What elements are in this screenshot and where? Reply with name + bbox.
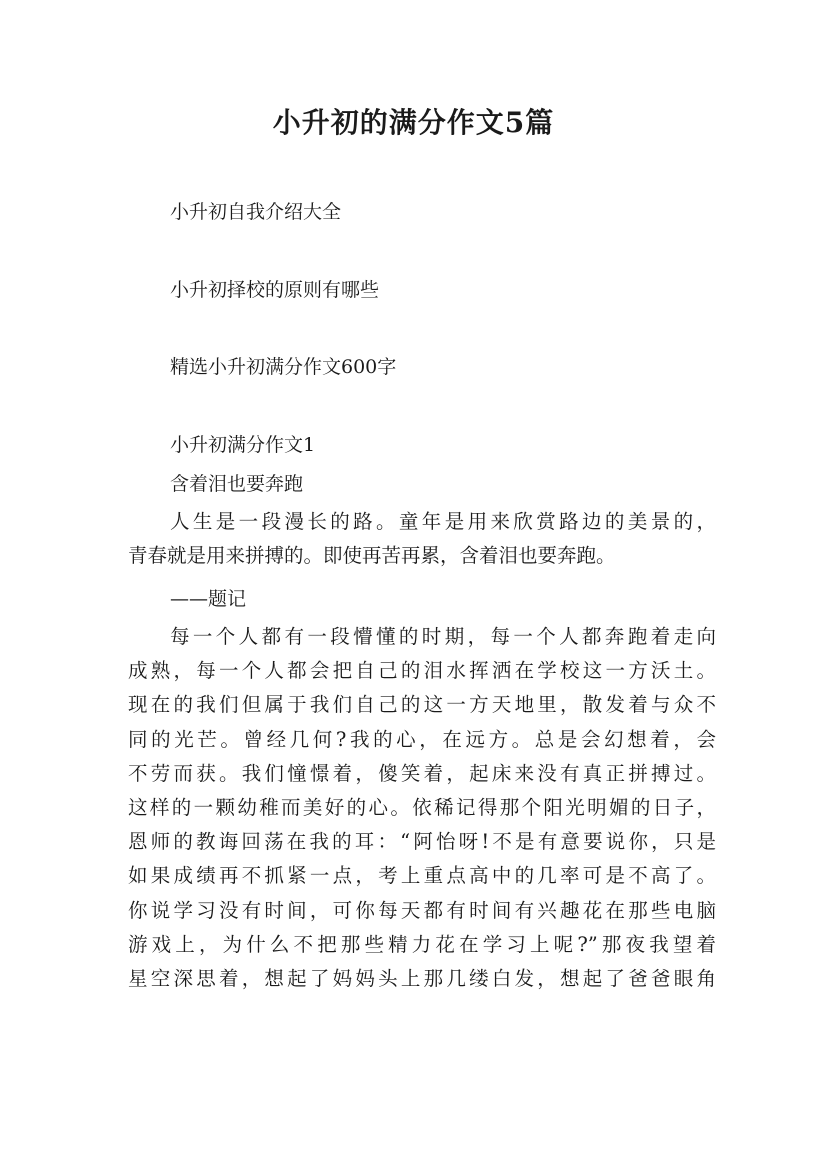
related-link-essay-600[interactable]: 精选小升初满分作文600字	[170, 356, 397, 378]
paragraph-line: 不劳而获。我们憧憬着，傻笑着，起床来没有真正拼搏过。	[128, 761, 716, 785]
related-link-school-choice[interactable]: 小升初择校的原则有哪些	[170, 279, 380, 301]
epigraph	[128, 505, 716, 573]
paragraph-line: 这样的一颗幼稚而美好的心。依稀记得那个阳光明媚的日子，	[128, 795, 716, 819]
paragraph-line: 你说学习没有时间，可你每天都有时间有兴趣花在那些电脑	[128, 898, 716, 922]
paragraph-line: 每一个人都有一段懵懂的时期，每一个人都奔跑着走向	[170, 625, 716, 648]
paragraph-line: 同的光芒。曾经几何?我的心，在远方。总是会幻想着，会	[128, 727, 716, 751]
section-heading: 小升初满分作文1	[170, 434, 316, 456]
essay-title: 含着泪也要奔跑	[170, 473, 304, 495]
document-title: 小升初的满分作文5篇	[272, 106, 555, 139]
paragraph-line: 恩师的教诲回荡在我的耳：“阿怡呀!不是有意要说你，只是	[128, 830, 716, 854]
epigraph-attribution: ——题记	[170, 588, 247, 610]
body-paragraph	[128, 620, 716, 996]
paragraph-line: 星空深思着，想起了妈妈头上那几缕白发，想起了爸爸眼角	[128, 966, 716, 990]
paragraph-line: 现在的我们但属于我们自己的这一方天地里，散发着与众不	[128, 693, 716, 717]
paragraph-line: 游戏上，为什么不把那些精力花在学习上呢?”那夜我望着	[128, 932, 716, 956]
epigraph-line: 青春就是用来拼搏的。即使再苦再累，含着泪也要奔跑。	[128, 544, 616, 568]
paragraph-line: 如果成绩再不抓紧一点，考上重点高中的几率可是不高了。	[128, 864, 716, 888]
related-link-self-intro[interactable]: 小升初自我介绍大全	[170, 201, 342, 223]
paragraph-line: 成熟，每一个人都会把自己的泪水挥洒在学校这一方沃土。	[128, 659, 716, 683]
epigraph-line: 人生是一段漫长的路。童年是用来欣赏路边的美景的，	[170, 510, 716, 533]
